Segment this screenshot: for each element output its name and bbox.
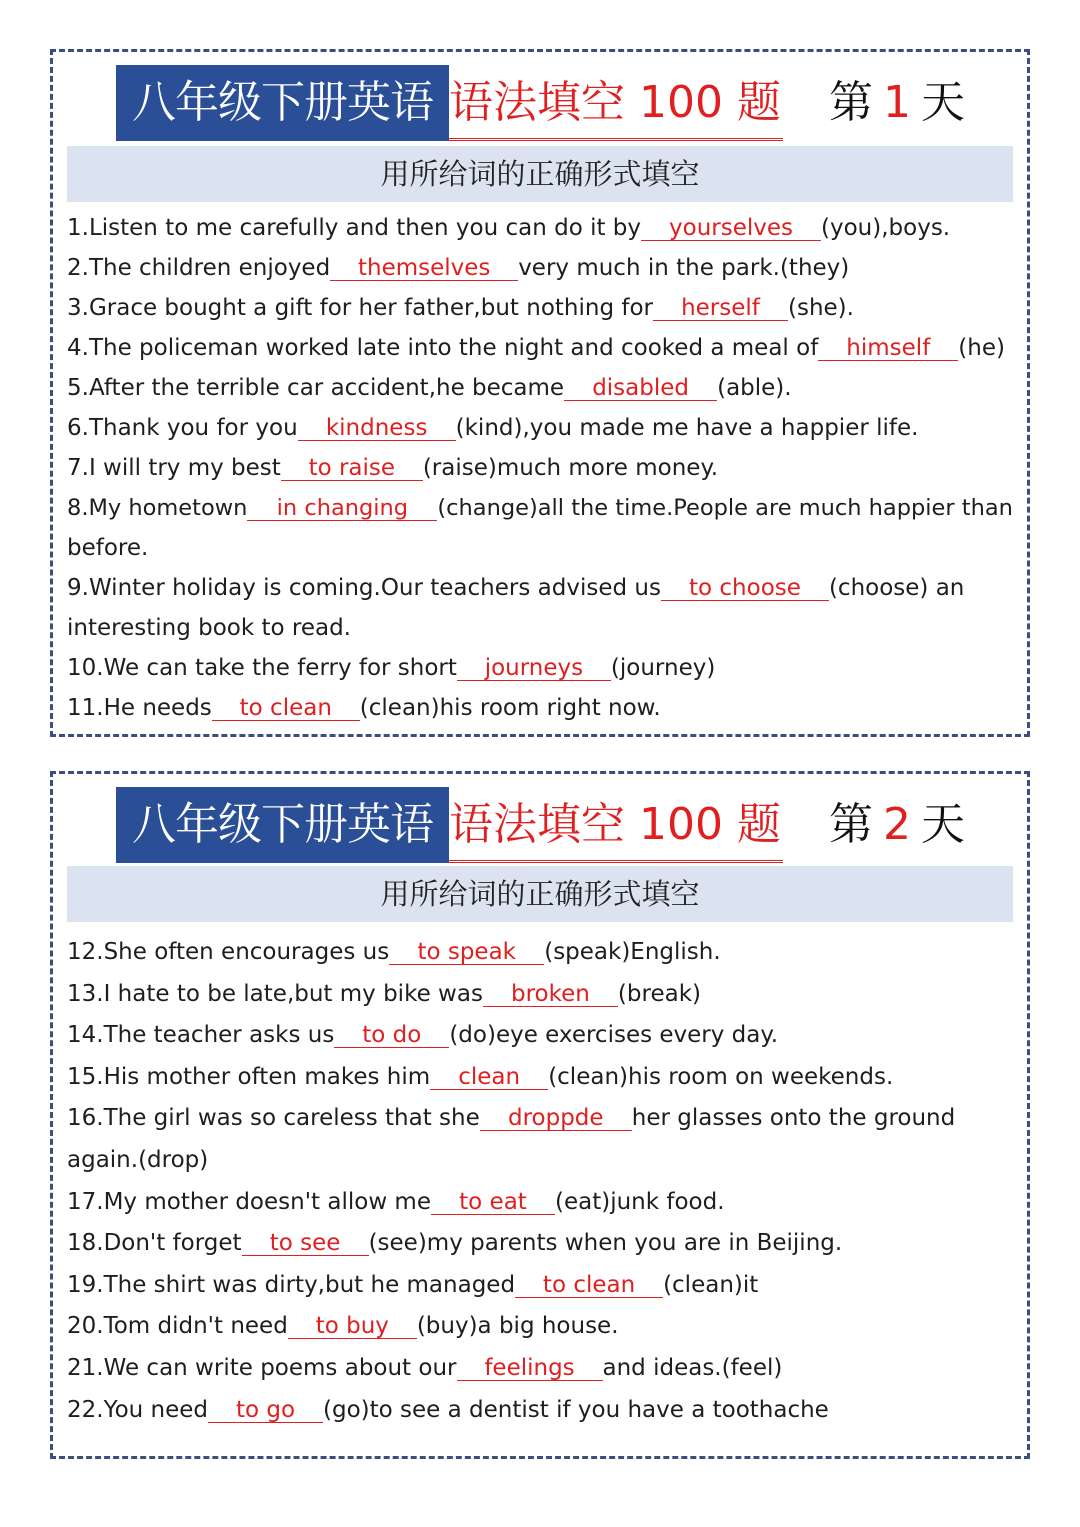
question-text: 4.The policeman worked late into the night and cooked a meal of <box>67 335 819 361</box>
answer-blank: yourselves <box>641 216 821 241</box>
question-text-after: (you),boys. <box>821 215 951 241</box>
question-text-after: (able). <box>717 375 792 401</box>
question-line <box>67 1306 1013 1348</box>
answer-blank: to choose <box>661 576 829 601</box>
question-line <box>67 328 1013 368</box>
answer-blank: himself <box>818 336 958 361</box>
question-line <box>67 1140 1013 1182</box>
answer-blank: to see <box>242 1231 369 1256</box>
day-prefix: 第 <box>829 77 873 128</box>
question-text: 6.Thank you for you <box>67 415 298 441</box>
question-line <box>67 408 1013 448</box>
question-line <box>67 1223 1013 1265</box>
question-line <box>67 1057 1013 1099</box>
question-text: 1.Listen to me carefully and then you can do it by <box>67 215 642 241</box>
question-text-after: (he) <box>958 335 1005 361</box>
question-text: 14.The teacher asks us <box>67 1022 335 1049</box>
question-text: again.(drop) <box>67 1146 209 1173</box>
question-line <box>67 368 1013 408</box>
title-topic-label: 语法填空 100 题 <box>449 65 783 141</box>
title-topic-label: 语法填空 100 题 <box>449 787 783 863</box>
question-text: 11.He needs <box>67 695 212 721</box>
question-text-after: (clean)his room right now. <box>359 695 661 721</box>
answer-blank: broken <box>483 982 618 1007</box>
answer-blank: to eat <box>431 1190 555 1215</box>
question-text-after: very much in the park.(they) <box>518 255 850 281</box>
question-text-after: (see)my parents when you are in Beijing. <box>368 1230 843 1257</box>
section-title <box>53 774 1027 870</box>
answer-blank: to do <box>334 1023 449 1048</box>
question-line <box>67 488 1013 528</box>
question-text-after: (change)all the time.People are much happier than <box>437 495 1013 521</box>
question-text-after: her glasses onto the ground <box>631 1105 956 1132</box>
title-grade-label: 八年级下册英语 <box>116 787 449 863</box>
question-line <box>67 248 1013 288</box>
question-text-after: (she). <box>787 295 854 321</box>
answer-blank: disabled <box>564 376 717 401</box>
question-text-after: (do)eye exercises every day. <box>449 1022 779 1049</box>
worksheet-section-day-2 <box>50 771 1030 1459</box>
question-text-after: (buy)a big house. <box>416 1313 619 1340</box>
question-text-after: (speak)English. <box>544 939 721 965</box>
question-text: interesting book to read. <box>67 615 351 641</box>
question-text-after: (go)to see a dentist if you have a toothache <box>323 1396 829 1423</box>
question-line <box>67 688 1013 728</box>
question-text-after: (eat)junk food. <box>555 1188 725 1215</box>
question-text-after: (choose) an <box>828 575 965 601</box>
question-text: 13.I hate to be late,but my bike was <box>67 980 483 1007</box>
question-text: 10.We can take the ferry for short <box>67 655 457 681</box>
title-grade-label: 八年级下册英语 <box>116 65 449 141</box>
answer-blank: feelings <box>457 1356 603 1381</box>
question-text: 18.Don't forget <box>67 1230 242 1257</box>
title-day-label <box>829 65 965 141</box>
answer-blank: themselves <box>330 256 518 281</box>
question-text-after: and ideas.(feel) <box>602 1354 783 1381</box>
question-text: 16.The girl was so careless that she <box>67 1105 480 1132</box>
question-text: 17.My mother doesn't allow me <box>67 1188 431 1215</box>
question-line <box>67 288 1013 328</box>
question-text-after: (break) <box>617 980 701 1007</box>
question-text: 20.Tom didn't need <box>67 1313 288 1340</box>
question-line <box>67 1265 1013 1307</box>
question-text: 9.Winter holiday is coming.Our teachers advised us <box>67 575 661 601</box>
worksheet-section-day-1 <box>50 49 1030 737</box>
answer-blank: to buy <box>288 1314 417 1339</box>
question-text-after: (clean)it <box>663 1271 759 1298</box>
question-text: 12.She often encourages us <box>67 939 390 965</box>
question-line <box>67 648 1013 688</box>
answer-blank: to go <box>208 1398 323 1423</box>
answer-blank: to speak <box>389 940 544 965</box>
question-line <box>67 932 1013 974</box>
day-suffix: 天 <box>921 77 965 128</box>
question-text: 2.The children enjoyed <box>67 255 331 281</box>
question-text-after: (kind),you made me have a happier life. <box>455 415 919 441</box>
question-line <box>67 974 1013 1016</box>
section-title <box>53 52 1027 148</box>
title-day-label <box>829 787 965 863</box>
question-list <box>67 208 1013 728</box>
question-line <box>67 1390 1013 1432</box>
question-line <box>67 1182 1013 1224</box>
question-text: 5.After the terrible car accident,he became <box>67 375 565 401</box>
answer-blank: in changing <box>247 496 437 521</box>
question-text: 22.You need <box>67 1396 209 1423</box>
question-line <box>67 1348 1013 1390</box>
question-text: 15.His mother often makes him <box>67 1063 431 1090</box>
question-line <box>67 528 1013 568</box>
question-line <box>67 448 1013 488</box>
day-number: 1 <box>883 77 911 128</box>
question-list <box>67 932 1013 1431</box>
question-line <box>67 568 1013 608</box>
answer-blank: clean <box>430 1065 548 1090</box>
answer-blank: droppde <box>480 1106 632 1131</box>
question-text: 7.I will try my best <box>67 455 281 481</box>
question-line <box>67 1015 1013 1057</box>
answer-blank: herself <box>653 296 788 321</box>
question-text: 21.We can write poems about our <box>67 1354 457 1381</box>
instruction-header: 用所给词的正确形式填空 <box>67 866 1013 922</box>
answer-blank: to raise <box>281 456 423 481</box>
question-line <box>67 608 1013 648</box>
answer-blank: to clean <box>212 696 360 721</box>
question-text-after: (journey) <box>610 655 716 681</box>
question-line <box>67 208 1013 248</box>
question-text-after: (clean)his room on weekends. <box>548 1063 894 1090</box>
answer-blank: kindness <box>298 416 456 441</box>
question-text: 8.My hometown <box>67 495 248 521</box>
instruction-header: 用所给词的正确形式填空 <box>67 146 1013 202</box>
question-text-after: (raise)much more money. <box>422 455 719 481</box>
day-prefix: 第 <box>829 799 873 850</box>
question-text: 19.The shirt was dirty,but he managed <box>67 1271 516 1298</box>
answer-blank: to clean <box>515 1273 663 1298</box>
day-number: 2 <box>883 799 911 850</box>
question-text: before. <box>67 535 149 561</box>
day-suffix: 天 <box>921 799 965 850</box>
question-text: 3.Grace bought a gift for her father,but nothing for <box>67 295 653 321</box>
answer-blank: journeys <box>457 656 611 681</box>
question-line <box>67 1098 1013 1140</box>
